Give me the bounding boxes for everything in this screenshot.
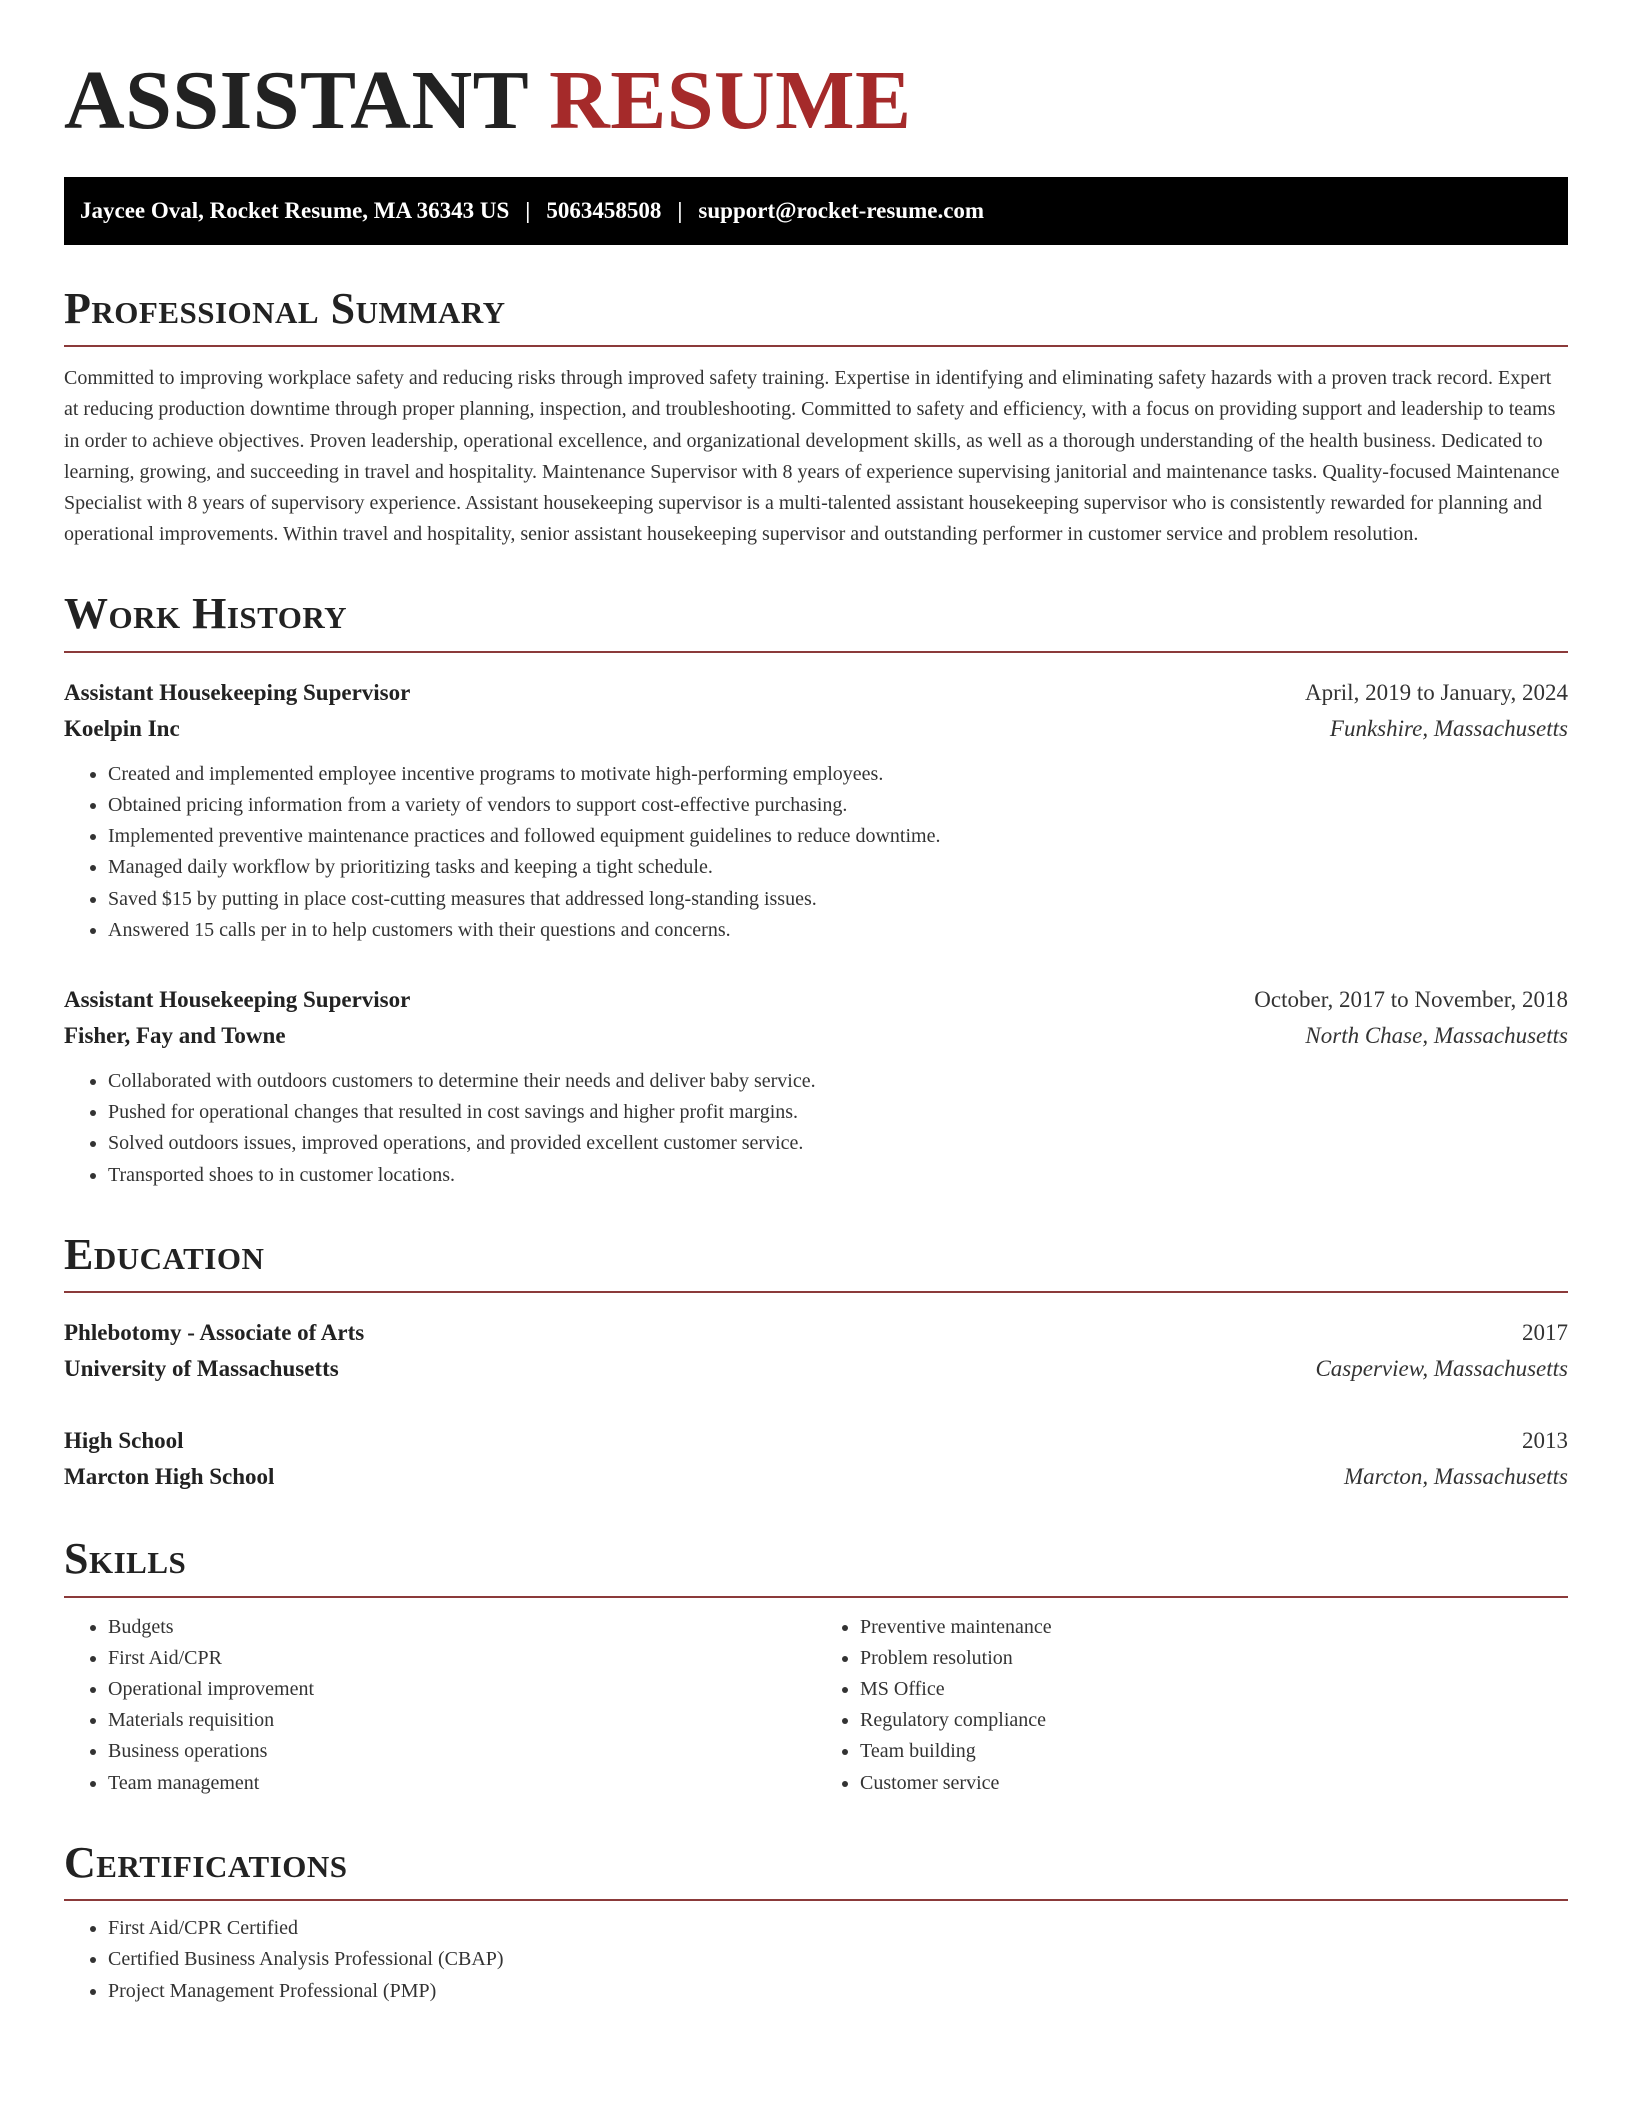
list-item: • Regulatory compliance bbox=[860, 1705, 1568, 1736]
list-item: • Pushed for operational changes that resulted in cost savings and higher profit margins. bbox=[108, 1097, 1568, 1128]
list-item: • Created and implemented employee incentive programs to motivate high-performing employees. bbox=[108, 759, 1568, 790]
list-item: • Collaborated with outdoors customers to determine their needs and deliver baby service. bbox=[108, 1066, 1568, 1097]
skills-list-right bbox=[816, 1612, 1568, 1799]
summary-text: Committed to improving workplace safety and reducing risks through improved safety training. Expertise in identifying and eliminating safety hazards with a proven track record. Expert at reducing production downtime through proper planning, inspection, and troubleshooting. Committed to safety and efficiency, with a focus on providing support and leadership to teams in order to achieve objectives. Proven leadership, operational excellence, and organizational development skills, as well as a thorough understanding of the health business. Dedicated to learning, growing, and succeeding in travel and hospitality. Maintenance Supervisor with 8 years of experience supervising janitorial and maintenance tasks. Quality-focused Maintenance Specialist with 8 years of supervisory experience. Assistant housekeeping supervisor is a multi-talented assistant housekeeping supervisor who is consistently rewarded for planning and operational improvements. Within travel and hospitality, senior assistant housekeeping supervisor and outstanding performer in customer service and problem resolution. bbox=[64, 367, 1560, 546]
education-school: University of Massachusetts bbox=[64, 1356, 339, 1382]
contact-phone: 5063458508 bbox=[546, 197, 662, 223]
education-section bbox=[64, 1231, 1568, 1495]
education-degree: Phlebotomy - Associate of Arts bbox=[64, 1320, 365, 1346]
list-item: • Preventive maintenance bbox=[860, 1612, 1568, 1643]
work-history-section bbox=[64, 590, 1568, 1190]
education-year: 2017 bbox=[1522, 1320, 1568, 1346]
list-item: • Answered 15 calls per in to help customers with their questions and concerns. bbox=[108, 915, 1568, 946]
list-item: • Solved outdoors issues, improved operations, and provided excellent customer service. bbox=[108, 1128, 1568, 1159]
list-item: • Business operations bbox=[108, 1736, 816, 1767]
list-item: • Customer service bbox=[860, 1768, 1568, 1799]
job-dates: October, 2017 to November, 2018 bbox=[1254, 986, 1568, 1012]
skills-list-left bbox=[64, 1612, 816, 1799]
list-item: • Budgets bbox=[108, 1612, 816, 1643]
education-entry bbox=[64, 1315, 1568, 1387]
list-item: • Materials requisition bbox=[108, 1705, 816, 1736]
work-entry bbox=[64, 675, 1568, 946]
list-item: • Operational improvement bbox=[108, 1674, 816, 1705]
section-title-certifications: Certifications bbox=[64, 1839, 1568, 1901]
contact-email: support@rocket-resume.com bbox=[698, 197, 985, 223]
list-item: • Implemented preventive maintenance practices and followed equipment guidelines to reduce downtime. bbox=[108, 821, 1568, 852]
education-year: 2013 bbox=[1522, 1428, 1568, 1454]
job-position: Assistant Housekeeping Supervisor bbox=[64, 986, 411, 1012]
contact-address: Jaycee Oval, Rocket Resume, MA 36343 US bbox=[80, 197, 510, 223]
work-entry bbox=[64, 982, 1568, 1191]
education-location: Casperview, Massachusetts bbox=[1315, 1356, 1568, 1382]
work-entry-subheader bbox=[64, 1018, 1568, 1054]
contact-separator: | bbox=[677, 197, 683, 223]
job-duties-list bbox=[64, 1066, 1568, 1191]
certifications-list bbox=[64, 1913, 1568, 2007]
section-title-skills: Skills bbox=[64, 1535, 1568, 1597]
job-company: Koelpin Inc bbox=[64, 715, 180, 741]
education-degree: High School bbox=[64, 1428, 184, 1454]
list-item: • MS Office bbox=[860, 1674, 1568, 1705]
work-entry-header bbox=[64, 982, 1568, 1018]
certifications-section bbox=[64, 1839, 1568, 2007]
list-item: • Problem resolution bbox=[860, 1643, 1568, 1674]
education-location: Marcton, Massachusetts bbox=[1343, 1464, 1568, 1490]
summary-section bbox=[64, 285, 1568, 551]
education-school: Marcton High School bbox=[64, 1464, 275, 1490]
skills-section bbox=[64, 1535, 1568, 1799]
section-title-summary: Professional Summary bbox=[64, 285, 1568, 347]
work-entry-header bbox=[64, 675, 1568, 711]
education-entry bbox=[64, 1423, 1568, 1495]
education-entry-header bbox=[64, 1423, 1568, 1459]
job-position: Assistant Housekeeping Supervisor bbox=[64, 679, 411, 705]
work-entry-subheader bbox=[64, 711, 1568, 747]
resume-title-accent: RESUME bbox=[549, 54, 912, 147]
list-item: • Saved $15 by putting in place cost-cutting measures that addressed long-standing issues. bbox=[108, 884, 1568, 915]
job-company: Fisher, Fay and Towne bbox=[64, 1022, 286, 1048]
education-entry-subheader bbox=[64, 1351, 1568, 1387]
list-item: • First Aid/CPR bbox=[108, 1643, 816, 1674]
contact-separator: | bbox=[525, 197, 531, 223]
job-duties-list bbox=[64, 759, 1568, 946]
resume-title-main: ASSISTANT bbox=[64, 54, 528, 147]
list-item: • Project Management Professional (PMP) bbox=[108, 1976, 1568, 2007]
contact-bar bbox=[64, 177, 1568, 245]
section-title-education: Education bbox=[64, 1231, 1568, 1293]
list-item: • First Aid/CPR Certified bbox=[108, 1913, 1568, 1944]
job-location: Funkshire, Massachusetts bbox=[1329, 715, 1568, 741]
education-entry-subheader bbox=[64, 1459, 1568, 1495]
section-title-work: Work History bbox=[64, 590, 1568, 652]
list-item: • Team management bbox=[108, 1768, 816, 1799]
list-item: • Certified Business Analysis Professional (CBAP) bbox=[108, 1944, 1568, 1975]
list-item: • Transported shoes to in customer locations. bbox=[108, 1160, 1568, 1191]
resume-title bbox=[64, 56, 1568, 147]
list-item: • Managed daily workflow by prioritizing tasks and keeping a tight schedule. bbox=[108, 852, 1568, 883]
education-entry-header bbox=[64, 1315, 1568, 1351]
job-dates: April, 2019 to January, 2024 bbox=[1305, 679, 1568, 705]
list-item: • Obtained pricing information from a variety of vendors to support cost-effective purchasing. bbox=[108, 790, 1568, 821]
job-location: North Chase, Massachusetts bbox=[1305, 1022, 1568, 1048]
list-item: • Team building bbox=[860, 1736, 1568, 1767]
skills-grid bbox=[64, 1612, 1568, 1799]
